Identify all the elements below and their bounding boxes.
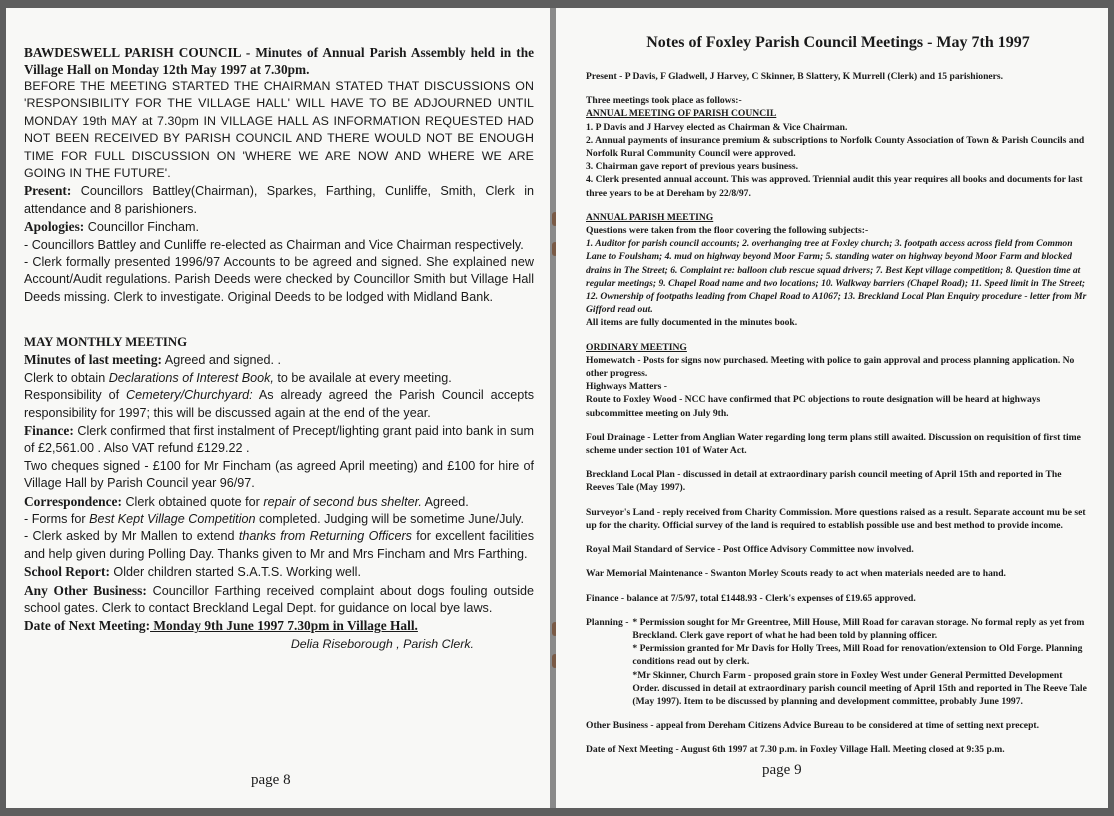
school-label: School Report: [24,564,110,580]
reelected-para: - Councillors Battley and Cunliffe re-elected as Chairman and Vice Chairman respectively. [24,237,524,252]
next-meeting-item: Date of Next Meeting - August 6th 1997 at 7.30 p.m. in Foxley Village Hall. Meeting closed at 9:35 p.m. [586,744,1005,756]
homewatch-item: Homewatch - Posts for signs now purchased. Meeting with police to gain approval and process planning application. No other progress. [586,354,1075,380]
mallen-text: - Clerk asked by Mr Mallen to extend [24,529,239,544]
annual-meeting-heading: ANNUAL MEETING OF PARISH COUNCIL [586,108,777,120]
other-business-item: Other Business - appeal from Dereham Citizens Advice Bureau to be considered at time of setting next precept. [586,720,1039,732]
responsibility-para [24,387,534,422]
school-para [24,563,534,581]
ordinary-meeting-heading: ORDINARY MEETING [586,341,687,353]
declarations-text: Clerk to obtain [24,370,109,385]
forms-text: - Forms for [24,511,90,526]
planning-item: * Permission sought for Mr Greentree, Mill House, Mill Road for caravan storage. No formal reply as yet from Breckland. Clerk gave report of what he had been told by planning officer. [632,616,1085,641]
present-line [24,182,534,218]
responsibility-text: Responsibility of [24,388,126,403]
apologies-line [24,218,534,236]
correspondence-text: Clerk obtained quote for [121,494,264,509]
war-memorial-item: War Memorial Maintenance - Swanton Morley Scouts ready to act when materials needed are to hand. [586,568,1006,580]
declarations-text-end: to be availale at every meeting. [273,370,452,385]
notes-title: Notes of Foxley Parish Council Meetings - May 7th 1997 [646,34,1030,51]
forms-italic: Best Kept Village Competition [89,511,256,526]
next-meeting-label: Date of Next Meeting: [24,618,151,634]
minutes-text: Agreed and signed. . [161,353,282,368]
page-right [556,8,1108,808]
planning-item: *Mr Skinner, Church Farm - proposed grain store in Foxley West under General Permitted Development Order. discussed in detail at extraordinary parish council meeting of April 15th and reported in The Reeve Tale (May 1997). Item to be discussed by planning and development committee, probably June 1997. [632,669,1087,707]
finance-label: Finance: [24,422,74,438]
annual-item: 4. Clerk presented annual account. This was approved. Triennial audit this year requires all books and documents for last three years to be at Dereham by 22/8/97. [586,174,1083,199]
next-meeting-text: Monday 9th June 1997 7.30pm in Village Hall. [150,618,418,634]
finance-para [24,422,534,458]
aob-label: Any Other Business: [24,582,147,598]
forms-text-end: completed. Judging will be sometime June/July. [255,511,525,526]
forms-para [24,511,534,528]
cheques-para: Two cheques signed - £100 for Mr Fincham (as agreed April meeting) and £100 for hire of Village Hall by Parish Council year 96/97. [24,458,534,491]
apologies-text: Councillor Fincham. [84,220,200,235]
present-line-right: Present - P Davis, F Gladwell, J Harvey, C Skinner, B Slattery, K Murrell (Clerk) and 15 parishioners. [586,71,1004,82]
present-label: Present: [24,183,72,199]
finance-item: Finance - balance at 7/5/97, total £1448.93 - Clerk's expenses of £19.65 approved. [586,592,916,604]
planning-item: * Permission granted for Mr Davis for Holly Trees, Mill Road for renovation/extension to Old Forge. Planning conditions read out by clerk. [632,643,1083,668]
surveyors-land-item: Surveyor's Land - reply received from Charity Commission. More questions raised as a result. Separate account mu be set up for the charity. Official survey of the land is required to establish possible use and best method to provide income. [586,506,1086,531]
finance-text: Clerk confirmed that first instalment of Precept/lighting grant paid into bank in sum of £2,561.00 . Also VAT refund £129.22 . [24,423,534,456]
annual-item: 3. Chairman gave report of previous years business. [586,161,799,173]
page-number-left: page 8 [251,772,291,788]
minutes-label: Minutes of last meeting: [24,352,162,368]
highways-label: Highways Matters - [586,381,667,393]
school-text: Older children started S.A.T.S. Working well. [109,565,361,580]
aob-para [24,582,534,618]
assembly-subjects: 1. Auditor for parish council accounts; 2. overhanging tree at Foxley church; 3. footpath access across field from Common Lane to Foulsham; 4. mud on highway beyond Moor Farm; 5. standing water on highway beyond Moor Farm and blocked drains in The Street; 6. Complaint re: balloon club rescue squad drivers; 7. Best Kept village competition; 8. Question time at regular meetings; 9. Chapel Road name and two locations; 10. Walkway barriers (Chapel Road); 11. Speed limit in The Street; 12. Ownership of footpaths leading from Chapel Road to A1067; 13. Breckland Local Plan Enquiry procedure - letter from Mr Gifford read out. [586,238,1087,316]
mallen-para [24,528,534,563]
annual-item: 1. P Davis and J Harvey elected as Chairman & Vice Chairman. [586,121,848,133]
responsibility-text-end: As already agreed the Parish Council accepts responsibility for 1997; this will be discussed again at the end of the year. [24,388,535,420]
correspondence-text-end: Agreed. [421,494,469,509]
mallen-italic: thanks from Returning Officers [238,529,412,544]
annual-parish-meeting-heading: ANNUAL PARISH MEETING [586,211,714,223]
declarations-italic: Declarations of Interest Book, [108,370,274,385]
mallen-text-end: for excellent facilities and help given during Polling Day. Thanks given to Mr and Mrs Fincham and Mrs Farthing. [24,529,534,561]
apologies-label: Apologies: [24,219,85,235]
aob-text: Councillor Farthing received complaint about dogs fouling outside school gates. Clerk to contact Breckland Legal Dept. for guidance on local bye laws. [24,583,535,615]
royal-mail-item: Royal Mail Standard of Service - Post Office Advisory Committee now involved. [586,544,914,556]
planning-label: Planning - [586,616,629,628]
three-meetings-line: Three meetings took place as follows:- [586,95,742,107]
responsibility-italic: Cemetery/Churchyard: [125,388,253,403]
minutes-line [24,351,534,369]
accounts-para: - Clerk formally presented 1996/97 Accounts to be agreed and signed. She explained new Account/Audit regulations. Parish Deeds were checked by Councillor Smith but Village Hall Deeds missing. Clerk to investigate. Original Deeds to be lodged with Midland Bank. [24,255,534,304]
foul-drainage-item: Foul Drainage - Letter from Anglian Water regarding long term plans still awaited. Discussion on requisition of first time scheme under section 101 of Water Act. [586,431,1081,457]
chairman-statement: BEFORE THE MEETING STARTED THE CHAIRMAN STATED THAT DISCUSSIONS ON 'RESPONSIBILITY FOR THE VILLAGE HALL' WILL HAVE TO BE ADJOURNED UNTIL MONDAY 19th MAY at 7.30pm IN VILLAGE HALL AS INFORMATION REQUESTED HAD NOT BEEN RECEIVED BY PARISH COUNCIL AND THERE WOULD NOT BE ENOUGH TIME FOR FULL DISCUSSION ON 'WHERE WE ARE NOW AND WHERE WE ARE GOING IN THE FUTURE'. [24,79,534,181]
present-text: Councillors Battley(Chairman), Sparkes, Farthing, Cunliffe, Smith, Clerk in attendance and 8 parishioners. [24,184,534,216]
correspondence-para [24,493,534,511]
may-meeting-heading: MAY MONTHLY MEETING [24,335,188,350]
annual-item: 2. Annual payments of insurance premium & subscriptions to Norfolk County Association of Town & Parish Councils and Norfolk Rural Community Council were approved. [586,134,1085,160]
correspondence-label: Correspondence: [24,493,122,509]
breckland-plan-item: Breckland Local Plan - discussed in detail at extraordinary parish council meeting of April 15th and reported in The Reeves Tale (May 1997). [586,469,1062,494]
assembly-intro: Questions were taken from the floor covering the following subjects:- [586,225,869,237]
correspondence-italic: repair of second bus shelter. [263,494,422,509]
planning-block [586,616,1090,708]
page-number-right: page 9 [762,762,802,778]
highways-item: Route to Foxley Wood - NCC have confirmed that PC objections to route designation will be heard at highways subcommittee meeting on July 9th. [586,394,1041,419]
assembly-footer: All items are fully documented in the minutes book. [586,317,798,329]
declarations-line [24,370,534,387]
minutes-heading: BAWDESWELL PARISH COUNCIL - Minutes of Annual Parish Assembly held in the Village Hall on Monday 12th May 1997 at 7.30pm. [24,45,534,77]
next-meeting-line [24,617,534,634]
page-left [6,8,550,808]
clerk-signature: Delia Riseborough , Parish Clerk. [290,637,474,652]
